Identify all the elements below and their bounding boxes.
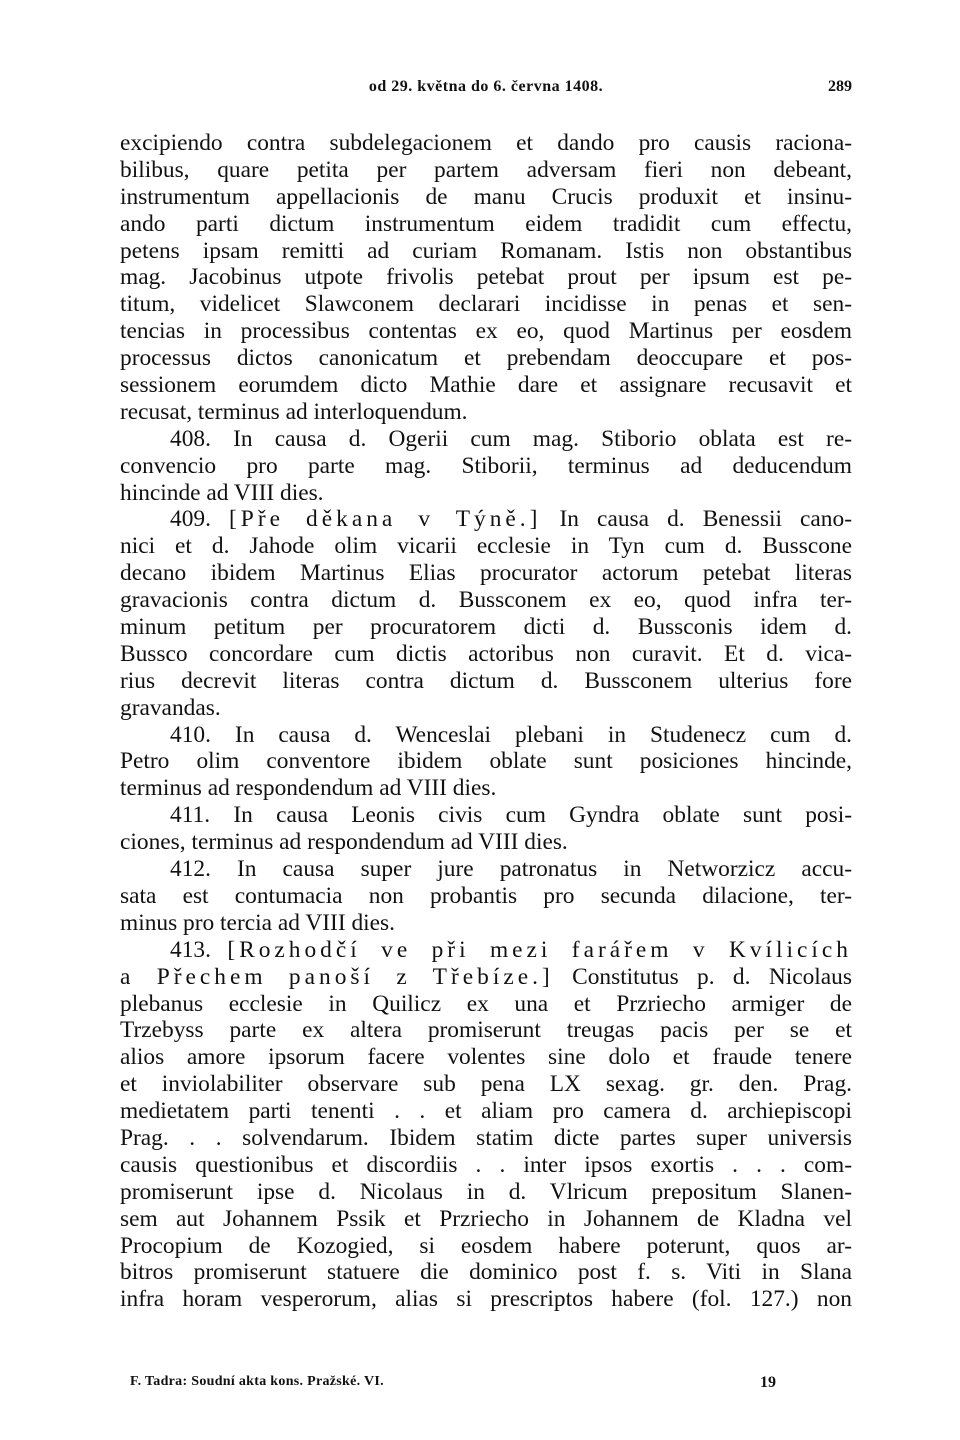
entry-410-line: 410. In causa d. Wenceslai plebani in Studenecz cum d.	[170, 721, 852, 748]
text-line: sata est contumacia non probantis pro secunda dilacione, ter-	[120, 882, 852, 909]
entry-number: 413.	[170, 936, 211, 963]
text-line: ando parti dictum instrumentum eidem tradidit cum effectu,	[120, 210, 852, 237]
entry-413-line	[120, 937, 852, 964]
text-line: alios amore ipsorum facere volentes sine dolo et fraude tenere	[120, 1044, 852, 1071]
body-text	[120, 130, 852, 1313]
text-line: ciones, terminus ad respondendum ad VIII dies.	[120, 829, 568, 856]
text-line: gravandas.	[120, 694, 221, 721]
text-line: medietatem parti tenenti . . et aliam pro camera d. archiepiscopi	[120, 1098, 852, 1125]
text-line: Procopium de Kozogied, si eosdem habere poterunt, quos ar-	[120, 1232, 852, 1259]
entry-number: 409.	[170, 506, 211, 533]
text-line: et inviolabiliter observare sub pena LX sexag. gr. den. Prag.	[120, 1071, 852, 1098]
text-line: processus dictos canonicatum et prebendam deoccupare et pos-	[120, 345, 852, 372]
signature-mark: 19	[760, 1374, 776, 1391]
text-line: nici et d. Jahode olim vicarii ecclesie in Tyn cum d. Busscone	[120, 533, 852, 560]
text-line: rius decrevit literas contra dictum d. Bussconem ulterius fore	[120, 667, 852, 694]
text-line: terminus ad respondendum ad VIII dies.	[120, 775, 497, 802]
text-line: minum petitum per procuratorem dicti d. Bussconis idem d.	[120, 614, 852, 641]
text-line: infra horam vesperorum, alias si prescriptos habere (fol. 127.) non	[120, 1286, 852, 1313]
text-line: bitros promiserunt statuere die dominico post f. s. Viti in Slana	[120, 1259, 852, 1286]
text-line: bilibus, quare petita per partem adversam fieri non debeant,	[120, 156, 852, 183]
entry-heading: [Rozhodčí ve při mezi farářem v Kvílicích	[227, 936, 852, 963]
text-line: Petro olim conventore ibidem oblate sunt posiciones hincinde,	[120, 748, 852, 775]
text-line: causis questionibus et discordiis . . inter ipsos exortis . . . com-	[120, 1151, 852, 1178]
text-line: sem aut Johannem Pssik et Przriecho in Johannem de Kladna vel	[120, 1205, 852, 1232]
text-line: Bussco concordare cum dictis actoribus non curavit. Et d. vica-	[120, 640, 852, 667]
text-line: mag. Jacobinus utpote frivolis petebat prout per ipsum est pe-	[120, 264, 852, 291]
entry-heading: [Pře děkana v Týně.]	[229, 506, 542, 533]
text-line: Prag. . . solvendarum. Ibidem statim dicte partes super universis	[120, 1124, 852, 1151]
text-line: gravacionis contra dictum d. Bussconem ex eo, quod infra ter-	[120, 587, 852, 614]
header-title: od 29. května do 6. června 1408.	[368, 78, 604, 95]
text-line: recusat, terminus ad interloquendum.	[120, 398, 468, 425]
entry-412-line: 412. In causa super jure patronatus in Networzicz accu-	[170, 856, 852, 883]
text-line: minus pro tercia ad VIII dies.	[120, 909, 395, 936]
text-line: plebanus ecclesie in Quilicz ex una et Przriecho armiger de	[120, 990, 852, 1017]
text-line: sessionem eorumdem dicto Mathie dare et assignare recusavit et	[120, 372, 852, 399]
entry-411-line: 411. In causa Leonis civis cum Gyndra oblate sunt posi-	[170, 802, 852, 829]
footer-citation: F. Tadra: Soudní akta kons. Pražské. VI.	[130, 1374, 384, 1389]
text-line: promiserunt ipse d. Nicolaus in d. Vlricum prepositum Slanen-	[120, 1178, 852, 1205]
entry-heading-cont: a Přechem panoší z Třebíze.]	[120, 963, 554, 990]
text-line: titum, videlicet Slawconem declarari incidisse in penas et sen-	[120, 291, 852, 318]
text-line: tencias in processibus contentas ex eo, quod Martinus per eosdem	[120, 318, 852, 345]
text-line: Trzebyss parte ex altera promiserunt treugas pacis per se et	[120, 1017, 852, 1044]
text-line: excipiendo contra subdelegacionem et dando pro causis raciona-	[120, 130, 852, 156]
running-header	[120, 78, 852, 102]
entry-409-line: 409. [Pře děkana v Týně.] In causa d. Benessii cano-	[170, 506, 852, 533]
text-line: instrumentum appellacionis de manu Crucis produxit et insinu-	[120, 183, 852, 210]
page-footer	[120, 1374, 852, 1396]
text-line: convencio pro parte mag. Stiborii, terminus ad deducendum	[120, 452, 852, 479]
entry-408-line: 408. In causa d. Ogerii cum mag. Stiborio oblata est re-	[170, 425, 852, 452]
text-line: hincinde ad VIII dies.	[120, 479, 324, 506]
text-line: decano ibidem Martinus Elias procurator actorum petebat literas	[120, 560, 852, 587]
text-line: petens ipsam remitti ad curiam Romanam. Istis non obstantibus	[120, 237, 852, 264]
page-number: 289	[828, 78, 852, 95]
text-line: a Přechem panoší z Třebíze.] Constitutus p. d. Nicolaus	[120, 963, 852, 990]
